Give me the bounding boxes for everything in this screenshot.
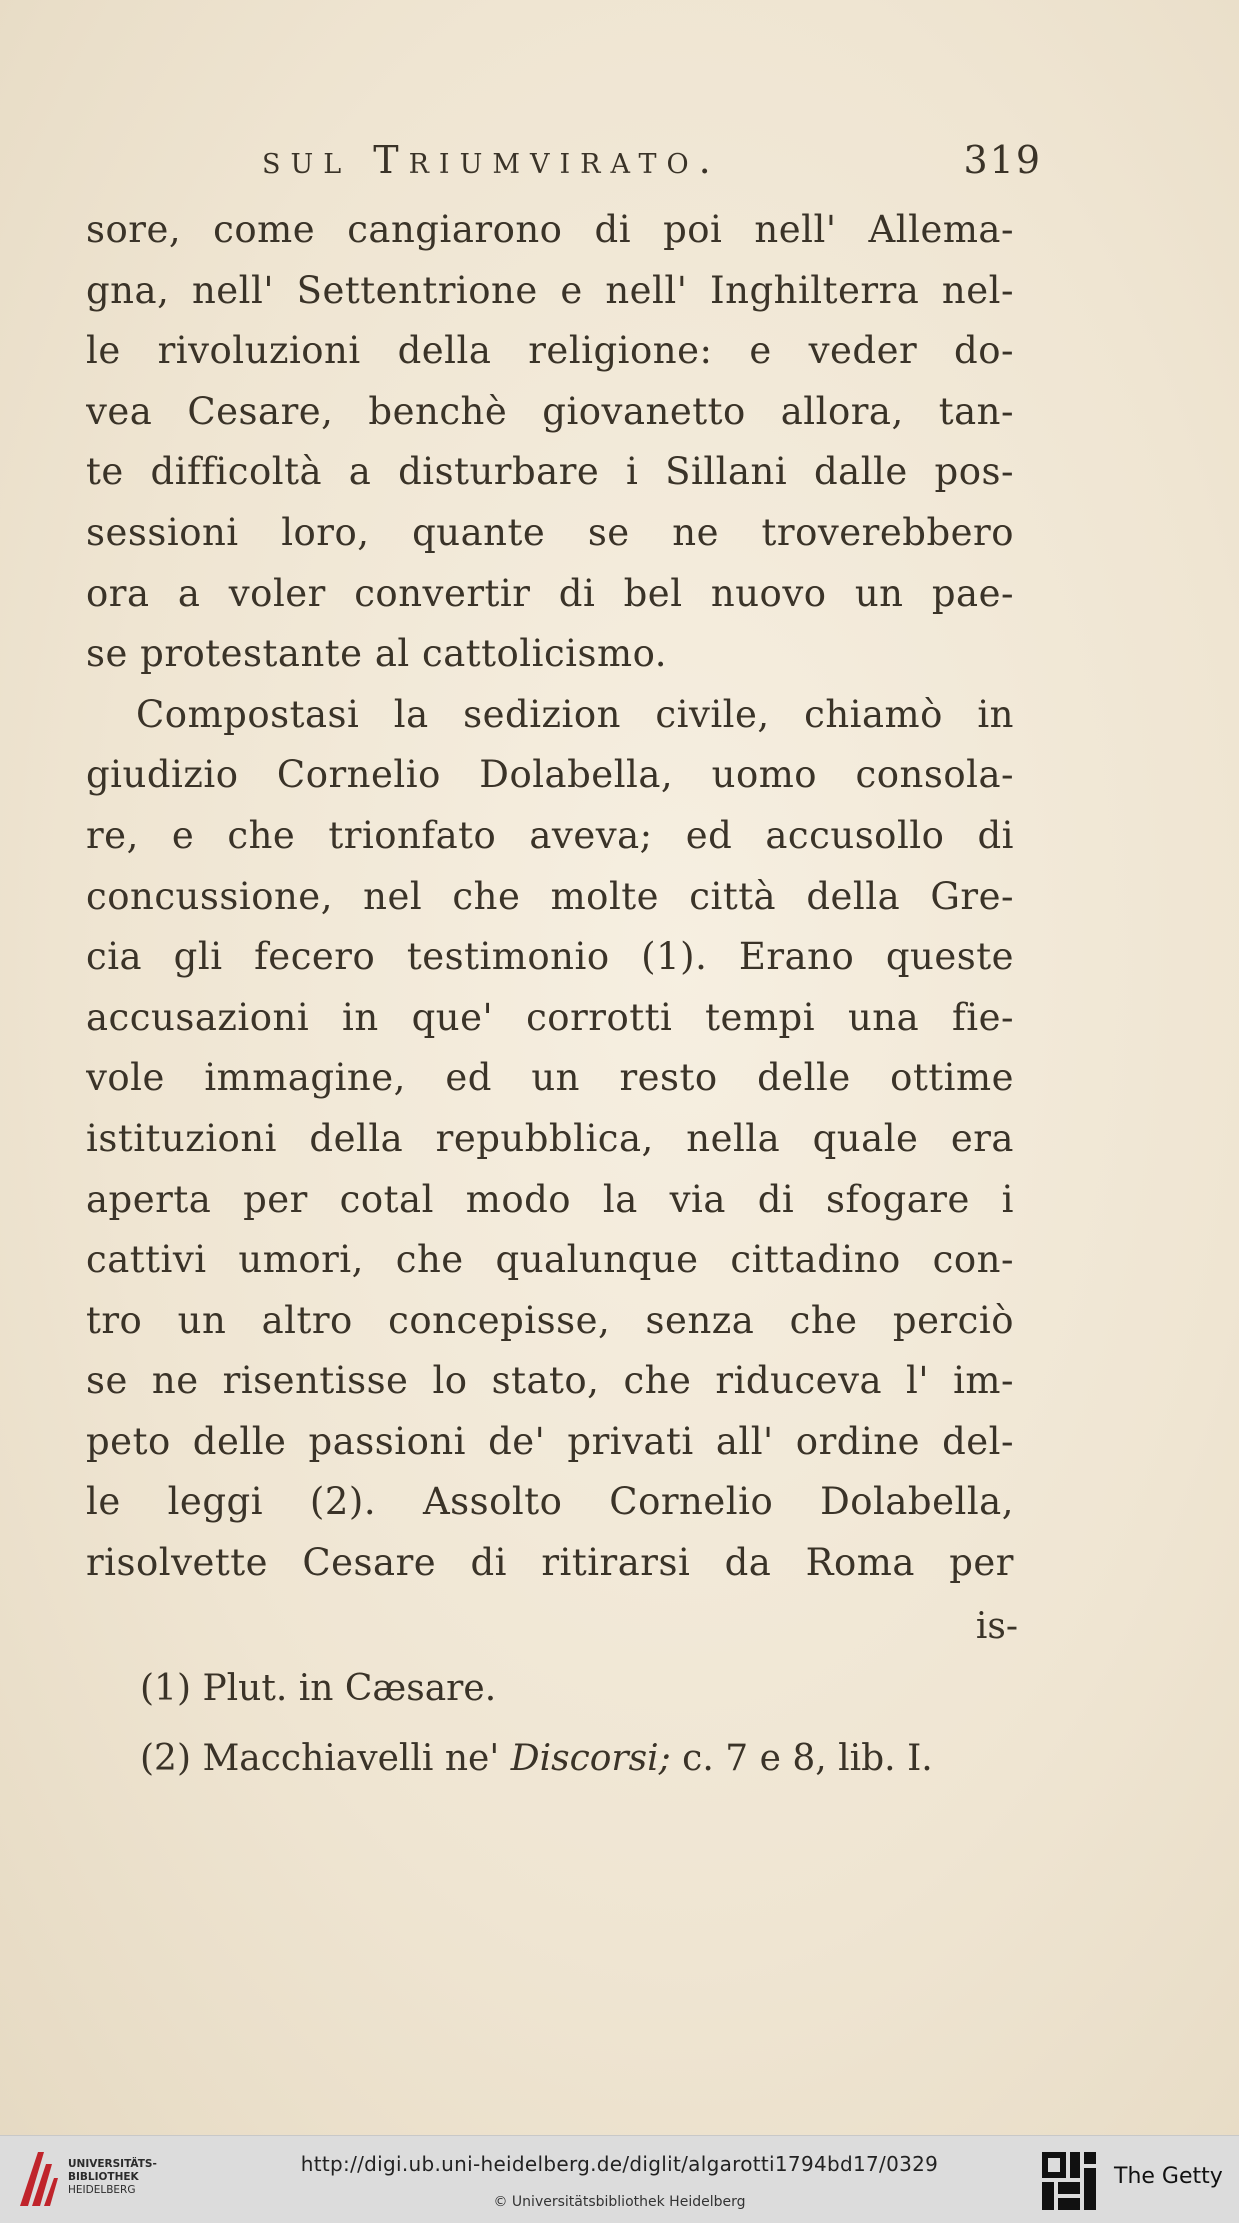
- text-line: aperta per cotal modo la via di sfogare i: [86, 1177, 1014, 1221]
- text-line: te difficoltà a disturbare i Sillani dalle pos-: [86, 450, 1014, 494]
- text-line: re, e che trionfato aveva; ed accusollo di: [86, 813, 1014, 857]
- footnote-2-title: Discorsi;: [510, 1738, 671, 1779]
- text-line: cattivi umori, che qualunque cittadino con-: [86, 1238, 1014, 1282]
- page-number: 319: [963, 138, 1042, 182]
- text-line: gna, nell' Settentrione e nell' Inghilterra nel-: [86, 268, 1014, 312]
- text-line: le leggi (2). Assolto Cornelio Dolabella,: [86, 1480, 1014, 1524]
- text-line: sessioni loro, quante se ne troverebbero: [86, 510, 1014, 554]
- footnote-1: (1) Plut. in Cæsare.: [140, 1668, 497, 1709]
- footnote-2-prefix: (2) Macchiavelli ne': [140, 1738, 511, 1779]
- library-name-line-1: UNIVERSITÄTS-: [68, 2158, 157, 2170]
- text-line: ora a voler convertir di bel nuovo un pae-: [86, 571, 1014, 615]
- permalink-url[interactable]: http://digi.ub.uni-heidelberg.de/diglit/algarotti1794bd17/0329: [300, 2152, 939, 2176]
- text-line: concussione, nel che molte città della Gre-: [86, 874, 1014, 918]
- footnote-2-suffix: c. 7 e 8, lib. I.: [670, 1738, 933, 1779]
- library-name-line-2: BIBLIOTHEK: [68, 2171, 139, 2183]
- digitization-footer: [0, 2135, 1239, 2223]
- text-line: vole immagine, ed un resto delle ottime: [86, 1056, 1014, 1100]
- text-line: sore, come cangiarono di poi nell' Allema-: [86, 208, 1014, 251]
- text-line: istituzioni della repubblica, nella quale era: [86, 1116, 1014, 1160]
- body-text: [86, 200, 1014, 1594]
- text-line: peto delle passioni de' privati all' ordine del-: [86, 1419, 1014, 1463]
- text-line: tro un altro concepisse, senza che perciò: [86, 1298, 1014, 1342]
- getty-name: The Getty: [1114, 2164, 1223, 2189]
- catchword: is-: [975, 1606, 1018, 1647]
- text-line: se ne risentisse lo stato, che riduceva l' im-: [86, 1359, 1014, 1403]
- text-line: se protestante al cattolicismo.: [86, 632, 667, 676]
- page-header: [262, 138, 1042, 198]
- text-line: accusazioni in que' corrotti tempi una fie-: [86, 995, 1014, 1039]
- text-line: cia gli fecero testimonio (1). Erano queste: [86, 935, 1014, 979]
- text-line: Compostasi la sedizion civile, chiamò in: [136, 692, 1014, 736]
- copyright-notice: © Universitätsbibliothek Heidelberg: [493, 2194, 746, 2210]
- text-line: risolvette Cesare di ritirarsi da Roma per: [86, 1541, 1014, 1585]
- text-line: le rivoluzioni della religione: e veder do-: [86, 329, 1014, 373]
- library-name-line-3: HEIDELBERG: [68, 2184, 136, 2196]
- getty-logo-icon: [1040, 2150, 1098, 2212]
- running-title: sul Triumvirato.: [262, 138, 721, 182]
- text-line: giudizio Cornelio Dolabella, uomo consola-: [86, 753, 1014, 797]
- footnote-2: [140, 1738, 933, 1779]
- text-line: vea Cesare, benchè giovanetto allora, tan-: [86, 389, 1014, 433]
